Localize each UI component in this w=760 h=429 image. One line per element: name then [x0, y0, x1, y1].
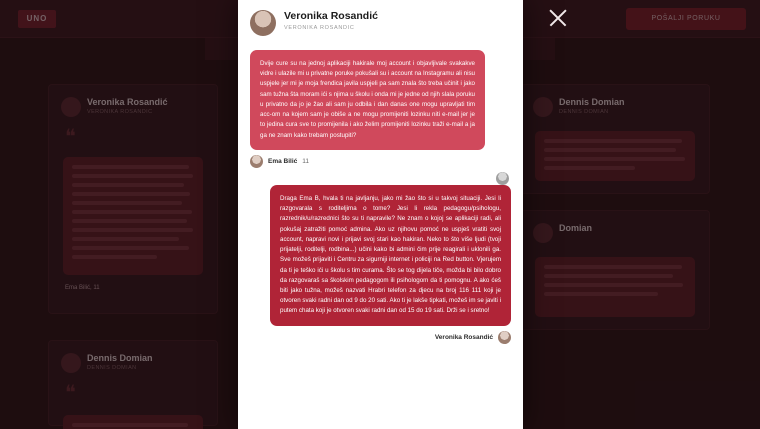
message-item-outgoing — [250, 185, 511, 344]
reply-avatar-row — [250, 172, 511, 185]
message-author-age: 11 — [302, 157, 310, 165]
message-author-name: Ema Bilić — [268, 157, 298, 165]
modal-header — [238, 0, 523, 44]
message-author-name: Veronika Rosandić — [434, 333, 493, 341]
message-detail-modal — [238, 0, 523, 429]
message-thread — [238, 44, 523, 360]
avatar — [498, 331, 511, 344]
message-item-incoming — [250, 50, 511, 168]
modal-subtitle: VERONIKA ROSANDIC — [284, 25, 355, 31]
message-bubble: Draga Ema B, hvala ti na javljanju, jako mi žao što si u takvoj situaciji. Jesi li razgovarala s roditeljima o tome? Jesi li rekla pedagogu/psihologu, razrednik/u/razrednici što su ti napravile? Ne znam o kojoj se aplikaciji radi, ali pokušaj zatražiti pomoć admina. Ako uz njihovu pomoć ne uspješ vratiti svoj account, napravi novi i prijavi svoj stari kao hakiran. Neko to što više ljudi (tvoji prijatelji, roditelji, rodbina...) učini kako bi admini čim prije reagirali i uklonili ga. Sve možeš prijaviti i Centru za sigurniji internet i policiji na Red button. Vjerujem da ti je teško ići u školu s tim curama. Što se tog dijela tiče, možda bi bilo dobro da razgovaraš sa školskim pedagogom ili psihologom da ti pomognu. A ako ćeš biti jako tužna, možeš nazvati Hrabri telefon za djecu na broj 116 111 koji je otvoren svaki radni dan od 9 do 20 sati. Ako ti je lakše tipkati, možeš im se javiti i putem chata koji je otvoren svaki radni dan od 15 do 19 sati. Drži se i sretno! — [270, 185, 511, 326]
page-title: Veronika Rosandić — [284, 10, 378, 22]
close-icon[interactable] — [543, 3, 573, 33]
avatar — [250, 10, 276, 36]
message-bubble: Dvije cure su na jednoj aplikaciji hakirale moj account i objavljivale svakakve vidre i ulazile mi u privatne poruke pokušali su i account na Instagramu ali nisu uspjele jer mi je moja frendica javila uspjeli pa sam znala što treba učinit i jako sam tužna šta moram ići s njima u školu i onda mi je jedne od njih slala poruku u privatno da jo je žao ali sam ju odbila i dan danas one mogu upravljati tim acc-om na kojem sam je obiše a ne mogu promijeniti lozinku niti e-mail jer je to jedina cura sve to promijenila i ako želim promijeniti lozinku traži e-mail a ja ga ne znam kako trebam postupiti? — [250, 50, 485, 150]
avatar — [496, 172, 509, 185]
message-author-meta — [250, 331, 511, 344]
message-author-meta — [250, 155, 511, 168]
avatar — [250, 155, 263, 168]
